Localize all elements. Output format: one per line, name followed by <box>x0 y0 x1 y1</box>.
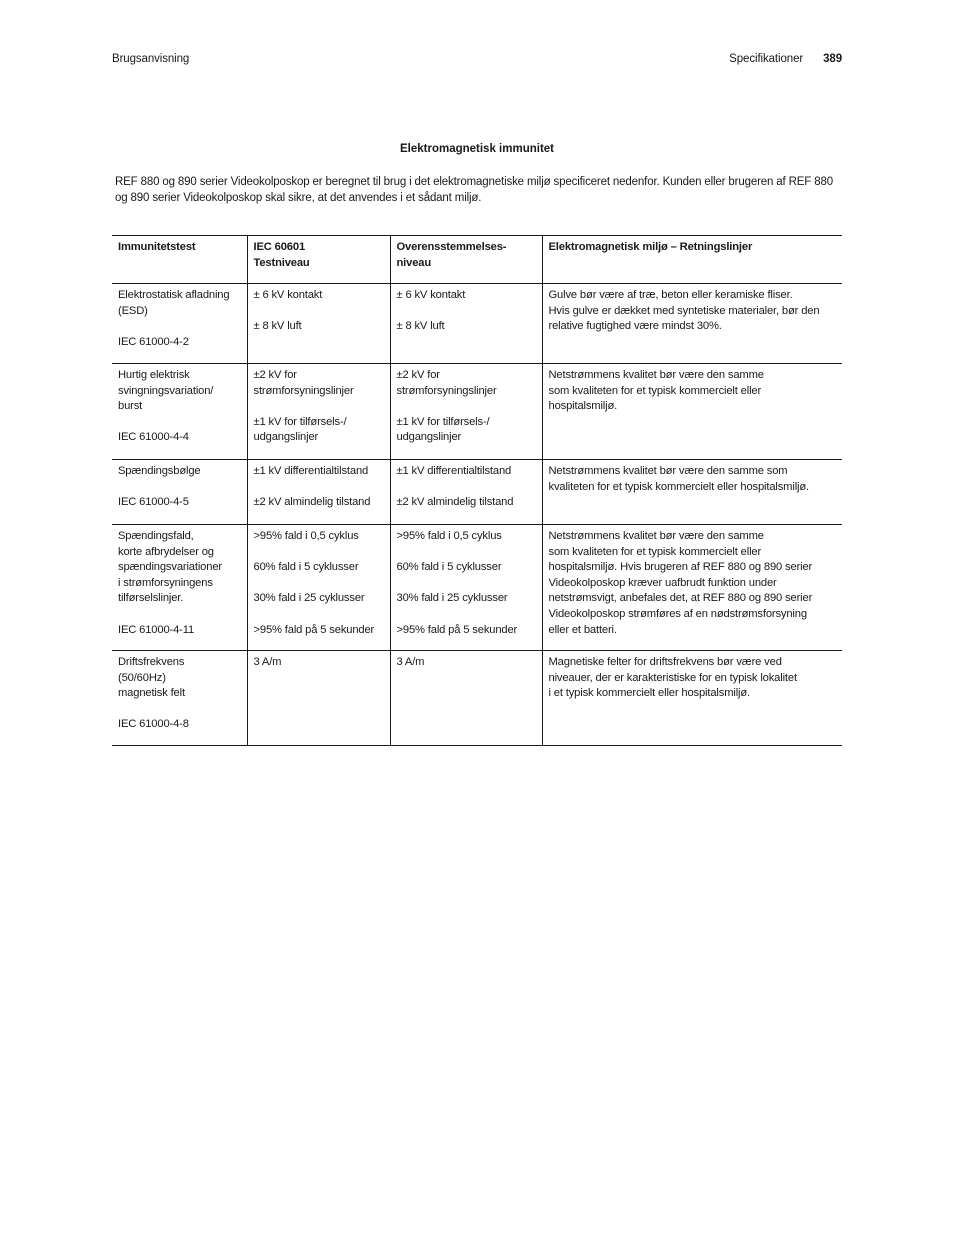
cell-line: i strømforsyningens <box>118 576 213 589</box>
cell-line <box>118 319 241 335</box>
cell-line: Driftsfrekvens <box>118 656 185 668</box>
cell-line: 30% fald i 25 cyklusser <box>253 592 365 605</box>
cell-line: strømforsyningslinjer <box>253 384 354 397</box>
cell-line: ±1 kV differentialtilstand <box>396 465 512 477</box>
table-cell <box>390 284 542 364</box>
table-cell <box>542 460 842 525</box>
cell-line <box>254 304 384 320</box>
table-cell <box>112 460 247 525</box>
header-cell-test <box>112 236 247 284</box>
table-cell <box>542 651 842 746</box>
cell-line <box>397 480 536 496</box>
cell-line: ±1 kV for tilførsels-/ <box>253 415 347 428</box>
cell-line: ± 8 kV luft <box>253 320 302 333</box>
cell-line: Netstrømmens kvalitet bør være den samme <box>548 530 764 542</box>
table-header-row <box>112 236 842 284</box>
cell-line: Testniveau <box>253 256 310 269</box>
cell-line: >95% fald i 0,5 cyklus <box>396 530 502 542</box>
cell-line: ± 6 kV kontakt <box>396 289 466 301</box>
cell-line <box>118 702 241 718</box>
table-row <box>112 525 842 651</box>
cell-line <box>118 480 241 496</box>
intro-line: REF 880 og 890 serier Videokolposkop er beregnet til brug i det elektromagnetiske miljø specificeret nedenfor. Kunden eller brugeren af REF 880 <box>115 176 833 188</box>
cell-line: burst <box>118 400 143 413</box>
cell-line: i et typisk kommercielt eller hospitalsmiljø. <box>548 687 751 700</box>
table-body <box>112 284 842 746</box>
cell-line: ± 8 kV luft <box>396 320 445 333</box>
table-cell <box>390 460 542 525</box>
cell-line: spændingsvariationer <box>118 561 222 574</box>
cell-line: (50/60Hz) <box>118 671 166 684</box>
header-right <box>729 53 842 65</box>
cell-line: netstrømsvigt, anbefales det, at REF 880 og 890 serier <box>548 592 813 605</box>
cell-line: udgangslinjer <box>253 431 319 444</box>
cell-line: ±2 kV for <box>253 369 297 381</box>
document-title: Elektromagnetisk immunitet <box>399 143 554 155</box>
cell-line <box>118 607 241 623</box>
immunity-table <box>112 235 842 746</box>
cell-line: Elektrostatisk afladning <box>118 289 230 301</box>
cell-line <box>397 607 536 623</box>
cell-line: Gulve bør være af træ, beton eller keramiske fliser. <box>548 289 793 301</box>
cell-line: Netstrømmens kvalitet bør være den samme som <box>548 465 788 477</box>
cell-line: IEC 61000-4-8 <box>118 718 189 731</box>
cell-line: Netstrømmens kvalitet bør være den samme <box>548 369 764 381</box>
cell-line: >95% fald på 5 sekunder <box>253 623 375 636</box>
table-cell <box>542 525 842 651</box>
table-cell <box>247 525 390 651</box>
cell-line: niveau <box>396 256 432 269</box>
cell-line: >95% fald på 5 sekunder <box>396 623 518 636</box>
cell-line: IEC 61000-4-2 <box>118 335 189 348</box>
cell-line: ±1 kV for tilførsels-/ <box>396 415 490 428</box>
cell-line: Spændingsfald, <box>118 530 194 542</box>
cell-line: hospitalsmiljø. Hvis brugeren af REF 880 og 890 serier <box>548 561 813 574</box>
cell-line: svingningsvariation/ <box>118 384 214 397</box>
cell-line: korte afbrydelser og <box>118 545 214 558</box>
cell-line <box>397 545 536 561</box>
table-row <box>112 460 842 525</box>
page-header <box>112 53 842 69</box>
cell-line: IEC 61000-4-4 <box>118 431 189 444</box>
header-cell-test-level <box>247 236 390 284</box>
cell-line: udgangslinjer <box>396 431 462 444</box>
cell-line <box>254 480 384 496</box>
cell-line: IEC 60601 <box>253 241 306 253</box>
cell-line: 3 A/m <box>396 656 425 668</box>
cell-line: >95% fald i 0,5 cyklus <box>253 530 359 542</box>
cell-line: IEC 61000-4-11 <box>118 623 195 636</box>
cell-line: strømforsyningslinjer <box>396 384 497 397</box>
cell-line <box>397 399 536 415</box>
cell-line: ±2 kV for <box>396 369 440 381</box>
header-cell-compliance-level <box>390 236 542 284</box>
cell-line: Videokolposkop strømføres af en nødstrømsforsyning <box>548 607 807 620</box>
table-cell <box>390 364 542 460</box>
header-cell-guidance <box>542 236 842 284</box>
cell-line <box>397 304 536 320</box>
cell-line: Hurtig elektrisk <box>118 369 190 381</box>
cell-line: 30% fald i 25 cyklusser <box>396 592 508 605</box>
cell-line: IEC 61000-4-5 <box>118 496 189 509</box>
cell-line: eller et batteri. <box>548 623 617 636</box>
table-cell <box>112 284 247 364</box>
cell-line <box>118 415 241 431</box>
cell-line: Elektromagnetisk miljø – Retningslinjer <box>548 241 753 253</box>
table-cell <box>247 460 390 525</box>
cell-line: ± 6 kV kontakt <box>253 289 323 301</box>
cell-line: niveauer, der er karakteristiske for en typisk lokalitet <box>548 671 797 684</box>
cell-line: (ESD) <box>118 304 148 317</box>
header-section-title: Specifikationer <box>729 53 804 65</box>
table-cell <box>247 284 390 364</box>
table-cell <box>542 284 842 364</box>
cell-line: Spændingsbølge <box>118 465 201 477</box>
cell-line: ±2 kV almindelig tilstand <box>253 496 371 509</box>
table-cell <box>247 364 390 460</box>
cell-line: tilførselslinjer. <box>118 592 184 605</box>
table-cell <box>247 651 390 746</box>
intro-line: og 890 serier Videokolposkop skal sikre, at det anvendes i et sådant miljø. <box>115 191 482 204</box>
cell-line: 3 A/m <box>253 656 282 668</box>
cell-line: relative fugtighed være mindst 30%. <box>548 320 722 333</box>
cell-line: Hvis gulve er dækket med syntetiske materialer, bør den <box>548 304 820 317</box>
cell-line <box>397 576 536 592</box>
cell-line: Immunitetstest <box>118 241 196 253</box>
table-cell <box>542 364 842 460</box>
cell-line: som kvaliteten for et typisk kommercielt eller <box>548 545 762 558</box>
cell-line: 60% fald i 5 cyklusser <box>396 561 502 574</box>
table-cell <box>112 525 247 651</box>
page-number: 389 <box>823 53 842 65</box>
cell-line: 60% fald i 5 cyklusser <box>253 561 359 574</box>
table-cell <box>112 651 247 746</box>
cell-line: Magnetiske felter for driftsfrekvens bør være ved <box>548 656 782 668</box>
cell-line <box>254 399 384 415</box>
table-cell <box>112 364 247 460</box>
cell-line <box>254 607 384 623</box>
table-row <box>112 651 842 746</box>
table-row <box>112 364 842 460</box>
cell-line: ±1 kV differentialtilstand <box>253 465 369 477</box>
table-cell <box>390 651 542 746</box>
cell-line: Videokolposkop kræver uafbrudt funktion under <box>548 576 777 589</box>
cell-line <box>254 576 384 592</box>
cell-line: som kvaliteten for et typisk kommercielt eller <box>548 384 762 397</box>
cell-line: magnetisk felt <box>118 687 185 700</box>
table-row <box>112 284 842 364</box>
cell-line: hospitalsmiljø. <box>548 400 618 413</box>
cell-line: kvaliteten for et typisk kommercielt eller hospitalsmiljø. <box>548 480 810 493</box>
intro-paragraph <box>115 175 843 206</box>
cell-line <box>254 545 384 561</box>
table-cell <box>390 525 542 651</box>
header-manual-title: Brugsanvisning <box>112 53 190 65</box>
cell-line: ±2 kV almindelig tilstand <box>396 496 514 509</box>
cell-line: Overensstemmelses- <box>396 241 507 253</box>
